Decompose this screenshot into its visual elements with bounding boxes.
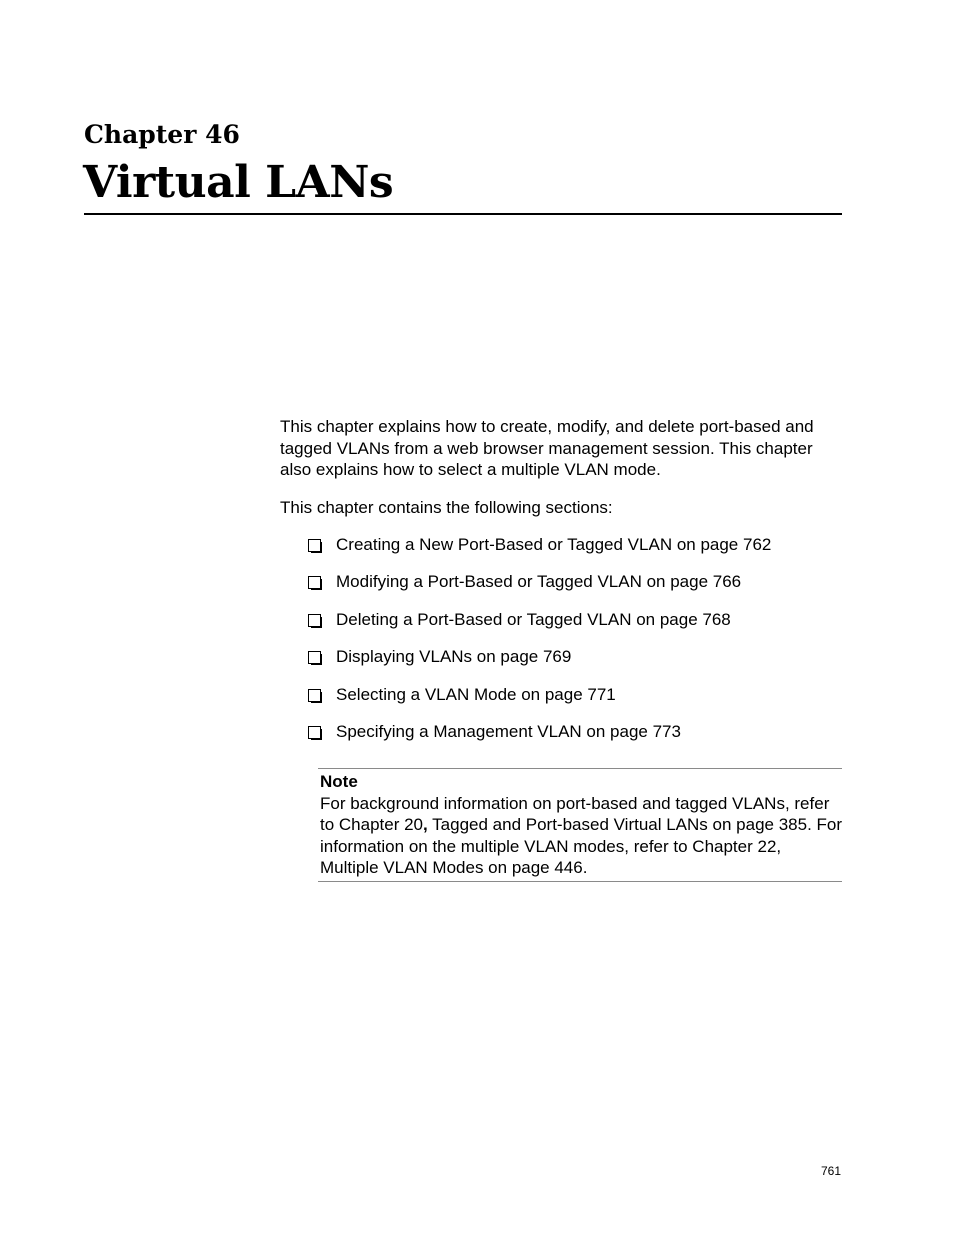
list-item[interactable]: [308, 684, 848, 721]
section-list: [308, 534, 848, 758]
chapter-label: Chapter 46: [84, 120, 240, 149]
sections-intro-line: This chapter contains the following sections:: [280, 498, 613, 517]
list-item[interactable]: [308, 646, 848, 683]
section-link[interactable]: Modifying a Port-Based or Tagged VLAN on page 766: [336, 572, 742, 592]
intro-paragraph: This chapter explains how to create, modify, and delete port-based and tagged VLANs from a web browser management session. This chapter also explains how to select a multiple VLAN mode.: [280, 417, 814, 479]
checkbox-icon: [308, 539, 321, 552]
checkbox-icon: [308, 726, 321, 739]
list-item[interactable]: [308, 609, 848, 646]
checkbox-icon: [308, 651, 321, 664]
note-text: [320, 793, 844, 879]
section-link[interactable]: Displaying VLANs on page 769: [336, 647, 572, 667]
note-comma: ,: [423, 815, 428, 834]
note-text-part2: Tagged and Port-based Virtual LANs on page 385. For information on the multiple VLAN modes, refer to Chapter 22, Multiple VLAN Modes on page 446.: [320, 815, 843, 877]
list-item[interactable]: [308, 534, 848, 571]
section-link[interactable]: Selecting a VLAN Mode on page 771: [336, 684, 616, 704]
note-heading: Note: [320, 772, 358, 791]
note-box: [318, 768, 842, 882]
list-item[interactable]: [308, 721, 848, 758]
section-link[interactable]: Deleting a Port-Based or Tagged VLAN on page 768: [336, 609, 731, 629]
checkbox-icon: [308, 689, 321, 702]
title-divider: [84, 213, 842, 215]
section-link[interactable]: Specifying a Management VLAN on page 773: [336, 721, 681, 741]
note-text-part1: For background information on port-based and tagged VLANs, refer to Chapter 20: [320, 793, 830, 834]
checkbox-icon: [308, 614, 321, 627]
section-link[interactable]: Creating a New Port-Based or Tagged VLAN on page 762: [336, 535, 772, 554]
checkbox-icon: [308, 576, 321, 589]
page-number: 761: [820, 1164, 841, 1178]
chapter-title: Virtual LANs: [83, 157, 394, 208]
list-item[interactable]: [308, 571, 848, 608]
